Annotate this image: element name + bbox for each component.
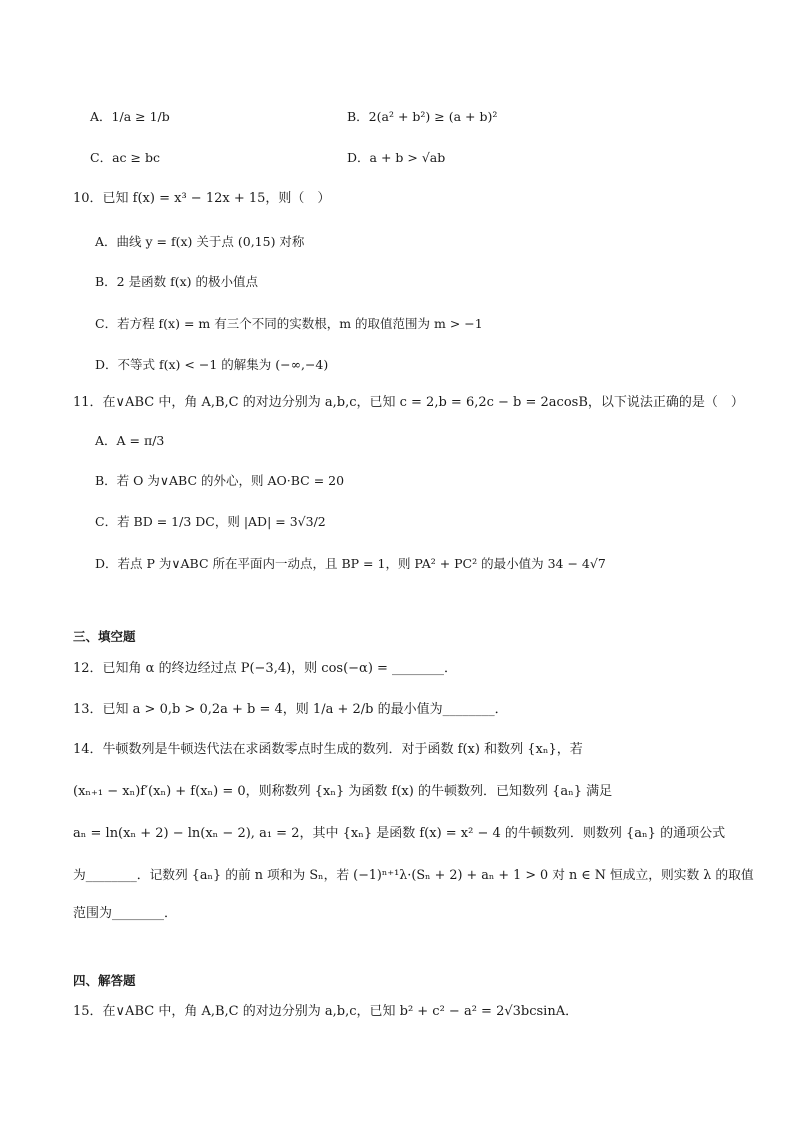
q14-line-4: 为________．记数列 {aₙ} 的前 n 项和为 Sₙ，若 (−1)ⁿ⁺¹λ·(Sₙ + 2) + aₙ + 1 > 0 对 n ∈ N 恒成立，则实数 λ 的取值 — [73, 868, 754, 883]
q11-stem: 11．在∨ABC 中，角 A,B,C 的对边分别为 a,b,c，已知 c = 2,b = 6,2c − b = 2acosB，以下说法正确的是（ ） — [73, 395, 744, 410]
q9-option-a: A．1/a ≥ 1/b — [90, 109, 170, 124]
section-answer-title: 四、解答题 — [73, 973, 136, 988]
q11-option-d: D．若点 P 为∨ABC 所在平面内一动点，且 BP = 1，则 PA² + PC² 的最小值为 34 − 4√7 — [95, 556, 606, 571]
q14-line-1: 14．牛顿数列是牛顿迭代法在求函数零点时生成的数列．对于函数 f(x) 和数列 {xₙ}，若 — [73, 742, 583, 757]
q11-option-a: A．A = π/3 — [95, 433, 165, 448]
q14-line-5: 范围为________． — [73, 906, 178, 921]
q10-option-d: D．不等式 f(x) < −1 的解集为 (−∞,−4) — [95, 357, 329, 372]
q9-option-c: C．ac ≥ bc — [90, 150, 160, 165]
q9-option-b: B．2(a² + b²) ≥ (a + b)² — [347, 109, 498, 124]
q9-option-d: D．a + b > √ab — [347, 150, 446, 165]
q10-stem: 10．已知 f(x) = x³ − 12x + 15，则（ ） — [73, 191, 331, 206]
q12: 12．已知角 α 的终边经过点 P(−3,4)，则 cos(−α) = ________． — [73, 661, 458, 676]
q10-option-a: A．曲线 y = f(x) 关于点 (0,15) 对称 — [95, 234, 305, 249]
section-fill-in-title: 三、填空题 — [73, 629, 136, 644]
q11-option-b: B．若 O 为∨ABC 的外心，则 AO·BC = 20 — [95, 473, 345, 488]
q14-line-3: aₙ = ln(xₙ + 2) − ln(xₙ − 2), a₁ = 2，其中 {xₙ} 是函数 f(x) = x² − 4 的牛顿数列．则数列 {aₙ} 的通项公式 — [73, 826, 726, 841]
q13: 13．已知 a > 0,b > 0,2a + b = 4，则 1/a + 2/b 的最小值为________． — [73, 702, 508, 717]
q15: 15．在∨ABC 中，角 A,B,C 的对边分别为 a,b,c，已知 b² + c² − a² = 2√3bcsinA． — [73, 1004, 579, 1019]
q10-option-c: C．若方程 f(x) = m 有三个不同的实数根，m 的取值范围为 m > −1 — [95, 316, 483, 331]
q14-line-2: (xₙ₊₁ − xₙ)f′(xₙ) + f(xₙ) = 0，则称数列 {xₙ} 为函数 f(x) 的牛顿数列．已知数列 {aₙ} 满足 — [73, 784, 613, 799]
q11-option-c: C．若 BD = 1/3 DC，则 |AD| = 3√3/2 — [95, 514, 326, 529]
q10-option-b: B．2 是函数 f(x) 的极小值点 — [95, 274, 258, 289]
